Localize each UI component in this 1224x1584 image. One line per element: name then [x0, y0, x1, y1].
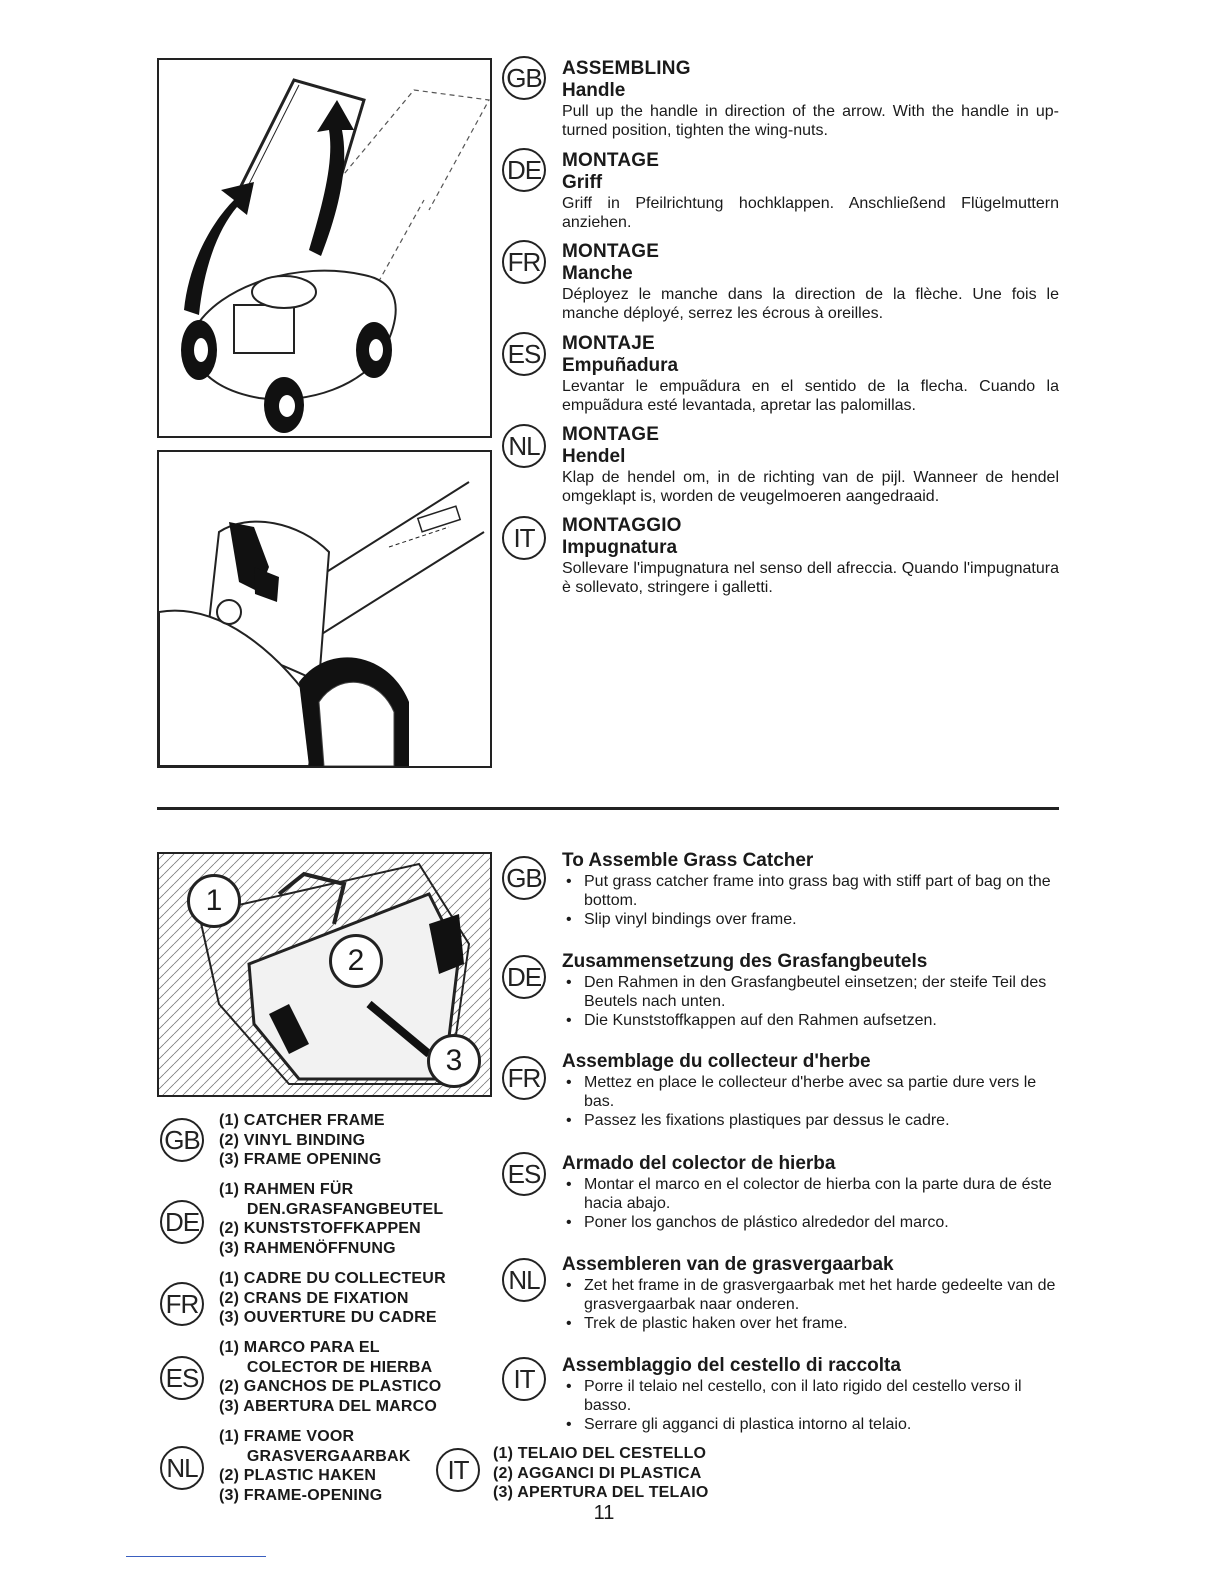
section-subtitle: Griff [562, 172, 603, 193]
section-assembling-de [562, 150, 1059, 232]
parts-list-gb [219, 1111, 385, 1170]
lang-badge-fr: FR [502, 240, 546, 284]
part-line: (1) RAHMEN FÜR [219, 1181, 354, 1198]
lang-badge-nl: NL [502, 424, 546, 468]
section-text: Klap de hendel om, in de richting van de pijl. Wanneer de hendel omgeklapt is, worden de veugelmoeren aangedraaid. [562, 469, 1059, 505]
lang-badge-it: IT [502, 1357, 546, 1401]
lang-badge-de: DE [502, 955, 546, 999]
part-line: (2) VINYL BINDING [219, 1131, 366, 1149]
bullet-item: • Die Kunststoffkappen auf den Rahmen aufsetzen. [562, 1011, 1059, 1030]
lang-badge-de: DE [502, 148, 546, 192]
section-title: Assembleren van de grasvergaarbak [562, 1254, 894, 1275]
part-line: GRASVERGAARBAK [219, 1447, 411, 1465]
parts-list-fr [219, 1269, 446, 1328]
part-line: DEN.GRASFANGBEUTEL [219, 1200, 444, 1218]
lang-badge-it: IT [436, 1448, 480, 1492]
lang-badge-nl: NL [160, 1446, 204, 1490]
part-line: (2) GANCHOS DE PLASTICO [219, 1378, 442, 1395]
part-line: (2) PLASTIC HAKEN [219, 1467, 377, 1484]
mower-handle-illustration [159, 60, 490, 436]
bullet-item: • Mettez en place le collecteur d'herbe avec sa partie dure vers le bas. [562, 1073, 1059, 1111]
part-line: (3) OUVERTURE DU CADRE [219, 1309, 437, 1326]
bullet-list [562, 1175, 1059, 1232]
section-catcher-de [562, 951, 1059, 1030]
part-line: (1) CADRE DU COLLECTEUR [219, 1270, 446, 1287]
section-title: Assemblaggio del cestello di raccolta [562, 1355, 901, 1376]
part-line: (1) FRAME VOOR [219, 1428, 355, 1445]
bullet-item: • Den Rahmen in den Grasfangbeutel einsetzen; der steife Teil des Beutels nach unten. [562, 973, 1059, 1011]
section-text: Sollevare l'impugnatura nel senso dell afreccia. Quando l'impugnatura è sollevato, stringere i galletti. [562, 560, 1059, 596]
section-catcher-nl [562, 1254, 1059, 1333]
part-line: (3) FRAME OPENING [219, 1151, 382, 1168]
callout-2: 2 [329, 934, 383, 988]
part-line: COLECTOR DE HIERBA [219, 1358, 433, 1376]
section-subtitle: Hendel [562, 446, 626, 467]
section-catcher-gb [562, 850, 1059, 929]
parts-list-nl [219, 1427, 411, 1505]
section-title: MONTAGE [562, 241, 660, 262]
section-subtitle: Empuñadura [562, 355, 679, 376]
part-line: (1) CATCHER FRAME [219, 1112, 385, 1129]
lang-badge-es: ES [160, 1356, 204, 1400]
bullet-item: • Porre il telaio nel cestello, con il lato rigido del cestello verso il basso. [562, 1377, 1059, 1415]
bullet-item: • Trek de plastic haken over het frame. [562, 1314, 1059, 1333]
lang-badge-gb: GB [502, 56, 546, 100]
lang-badge-fr: FR [502, 1056, 546, 1100]
bullet-list [562, 1073, 1059, 1130]
lang-badge-fr: FR [160, 1282, 204, 1326]
bullet-item: • Put grass catcher frame into grass bag with stiff part of bag on the bottom. [562, 872, 1059, 910]
bullet-list [562, 1276, 1059, 1333]
section-subtitle: Handle [562, 80, 626, 101]
bullet-item: • Slip vinyl bindings over frame. [562, 910, 1059, 929]
callout-1: 1 [187, 874, 241, 928]
parts-list-es [219, 1338, 441, 1416]
parts-list-de [219, 1180, 443, 1258]
section-title: Zusammensetzung des Grasfangbeutels [562, 951, 928, 972]
part-line: (3) FRAME-OPENING [219, 1486, 383, 1504]
lang-badge-gb: GB [502, 856, 546, 900]
section-title: ASSEMBLING [562, 58, 691, 79]
part-line: (3) APERTURA DEL TELAIO [493, 1484, 709, 1501]
bullet-list [562, 872, 1059, 929]
section-title: Assemblage du collecteur d'herbe [562, 1051, 871, 1072]
footer-rule [126, 1556, 266, 1557]
part-line: (2) CRANS DE FIXATION [219, 1289, 409, 1307]
lang-badge-gb: GB [160, 1118, 204, 1162]
section-title: MONTAGGIO [562, 515, 682, 536]
section-text: Griff in Pfeilrichtung hochklappen. Anschließend Flügelmuttern anziehen. [562, 195, 1059, 231]
section-subtitle: Manche [562, 263, 633, 284]
figure-grass-catcher [157, 852, 492, 1097]
bullet-item: • Passez les fixations plastiques par dessus le cadre. [562, 1111, 1059, 1130]
section-title: MONTAJE [562, 333, 655, 354]
section-assembling-it [562, 515, 1059, 597]
part-line: (3) RAHMENÖFFNUNG [219, 1239, 396, 1257]
part-line: (3) ABERTURA DEL MARCO [219, 1397, 438, 1415]
bullet-item: • Poner los ganchos de plástico alrededor del marco. [562, 1213, 1059, 1232]
part-line: (2) KUNSTSTOFFKAPPEN [219, 1220, 421, 1237]
section-assembling-fr [562, 241, 1059, 323]
section-title: MONTAGE [562, 424, 660, 445]
section-title: To Assemble Grass Catcher [562, 850, 814, 871]
section-text: Pull up the handle in direction of the arrow. With the handle in up-turned position, tighten the wing-nuts. [562, 103, 1059, 139]
bullet-item: • Montar el marco en el colector de hierba con la parte dura de éste hacia abajo. [562, 1175, 1059, 1213]
section-assembling-gb [562, 58, 1059, 140]
handle-bolt-illustration [159, 452, 490, 766]
lang-badge-de: DE [160, 1200, 204, 1244]
lang-badge-nl: NL [502, 1258, 546, 1302]
section-catcher-fr [562, 1051, 1059, 1130]
page-number: 11 [593, 1502, 615, 1524]
bullet-list [562, 1377, 1059, 1434]
parts-list-it [493, 1444, 709, 1503]
bullet-list [562, 973, 1059, 1030]
callout-3: 3 [427, 1034, 481, 1088]
section-title: Armado del colector de hierba [562, 1153, 836, 1174]
section-assembling-es [562, 333, 1059, 415]
part-line: (1) TELAIO DEL CESTELLO [493, 1445, 707, 1462]
lang-badge-es: ES [502, 332, 546, 376]
bullet-item: • Serrare gli agganci di plastica intorno al telaio. [562, 1415, 1059, 1434]
section-text: Déployez le manche dans la direction de la flèche. Une fois le manche déployé, serrez les écrous à oreilles. [562, 286, 1059, 322]
section-divider [157, 807, 1059, 810]
part-line: (2) AGGANCI DI PLASTICA [493, 1464, 702, 1482]
lang-badge-es: ES [502, 1152, 546, 1196]
section-subtitle: Impugnatura [562, 537, 678, 558]
figure-mower-handle [157, 58, 492, 438]
lang-badge-it: IT [502, 516, 546, 560]
section-catcher-it [562, 1355, 1059, 1434]
section-title: MONTAGE [562, 150, 660, 171]
bullet-item: • Zet het frame in de grasvergaarbak met het harde gedeelte van de grasvergaarbak naar onderen. [562, 1276, 1059, 1314]
section-catcher-es [562, 1153, 1059, 1232]
section-assembling-nl [562, 424, 1059, 506]
section-text: Levantar le empuãdura en el sentido de la flecha. Cuando la empuãdura esté levantada, apretar las palomillas. [562, 378, 1059, 414]
part-line: (1) MARCO PARA EL [219, 1339, 380, 1356]
figure-handle-bolt-detail [157, 450, 492, 768]
